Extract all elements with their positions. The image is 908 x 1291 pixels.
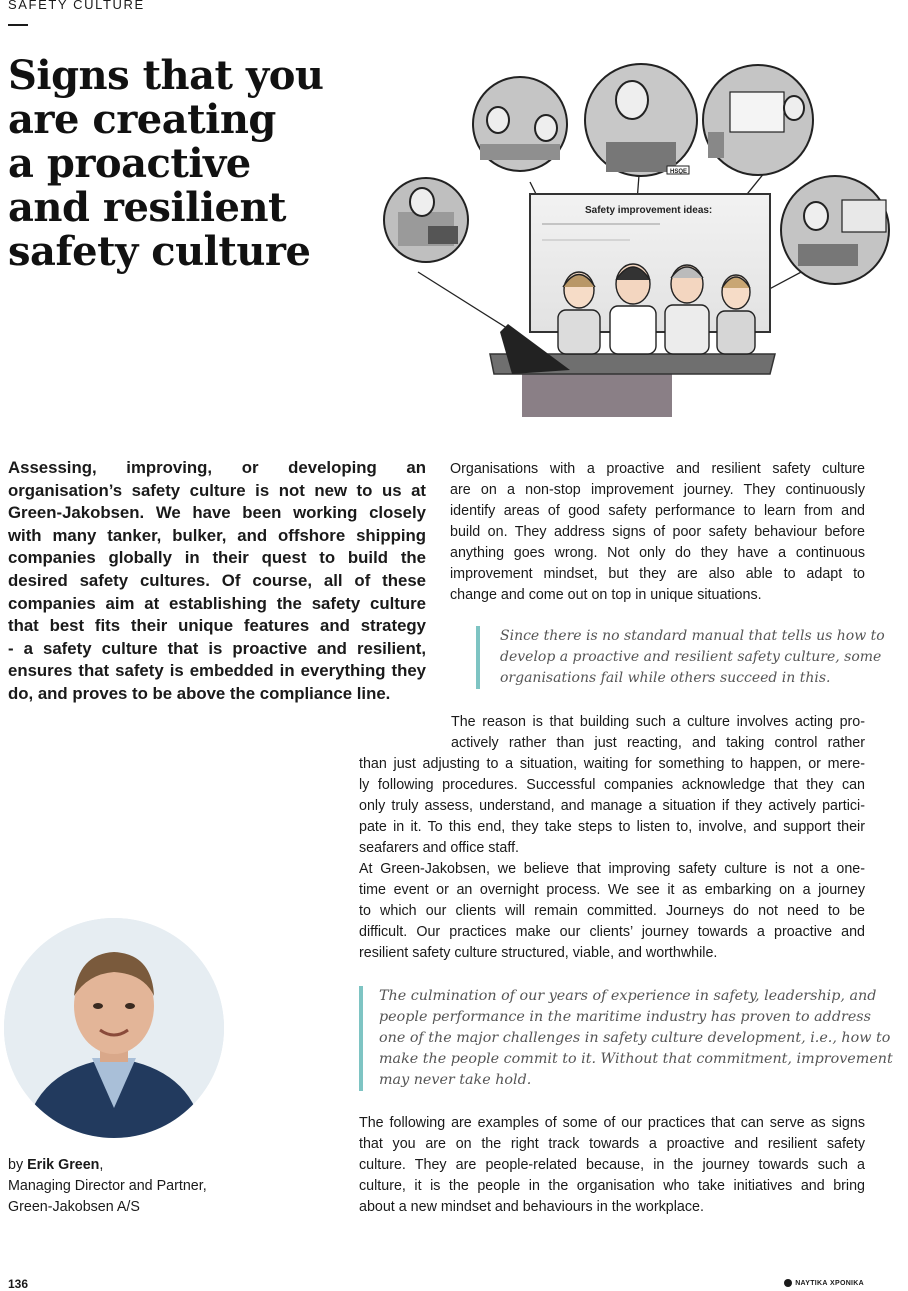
title-line: Signs that you: [8, 52, 324, 99]
author-portrait: [4, 918, 224, 1138]
pull-quote-1: [476, 626, 885, 689]
title-line: a proactive: [8, 140, 251, 187]
author-name-line: [8, 1155, 207, 1176]
safety-meeting-illustration: [370, 62, 900, 422]
body-line: anything goes wrong. Not only do they have a continuous: [450, 545, 865, 561]
body-line: actively rather than just reacting, and taking control rather: [451, 735, 865, 751]
intro-line: desired safety cultures. Of course, all of these: [8, 570, 426, 590]
body-line: resilient safety culture structured, viable, and worthwhile.: [359, 945, 718, 961]
body-line: Organisations with a proactive and resilient safety culture: [450, 461, 865, 477]
body-line: build on. They address signs of poor safety behaviour before: [450, 524, 865, 540]
author-role: Managing Director and Partner,: [8, 1178, 207, 1194]
title-line: safety culture: [8, 228, 311, 275]
page-number: 136: [8, 1277, 29, 1291]
publication-name: ΝΑΥΤΙΚΑ ΧΡΟΝΙΚΑ: [795, 1279, 864, 1287]
intro-line: - a safety culture that is proactive and resilient,: [8, 638, 426, 658]
body-line: ly following procedures. Successful companies acknowledge that they can: [359, 777, 865, 793]
section-divider: [8, 24, 28, 26]
body-line: to which our clients will remain committed. Journeys do not need to be: [359, 903, 865, 919]
title-line: are creating: [8, 96, 276, 143]
body-line: that you are on the right track towards a proactive and resilient safety: [359, 1136, 865, 1152]
body-line: difficult. Our practices make our clients’ journey towards a proactive and: [359, 924, 865, 940]
author-name-suffix: ,: [99, 1157, 104, 1173]
body-line: pate in it. To this end, they take steps to listen to, involve, and support their: [359, 819, 865, 835]
body-paragraph-2: [359, 712, 865, 964]
hsqe-sign: HSQE: [670, 169, 688, 175]
body-line: time event or an overnight process. We see it as embarking on a journey: [359, 882, 865, 898]
quote-line: make the people commit to it. Without that commitment, improvement: [379, 1051, 893, 1067]
body-line: are on a non-stop improvement journey. They continuously: [450, 482, 865, 498]
author-company: Green-Jakobsen A/S: [8, 1199, 140, 1215]
body-line: The following are examples of some of our practices that can serve as signs: [359, 1115, 865, 1131]
body-paragraph-3: [359, 1113, 865, 1218]
article-title: [8, 54, 368, 274]
title-line: and resilient: [8, 184, 287, 231]
body-line: about a new mindset and behaviours in the workplace.: [359, 1199, 704, 1215]
body-line: than just adjusting to a situation, waiting for something to happen, or mere-: [359, 756, 865, 772]
intro-line: do, and proves to be above the compliance line.: [8, 683, 391, 703]
intro-line: companies globally in their quest to build the: [8, 548, 426, 568]
intro-line: Green-Jakobsen. We have been working closely: [8, 503, 426, 523]
quote-line: Since there is no standard manual that tells us how to: [500, 628, 885, 644]
intro-line: companies aim at establishing the safety culture: [8, 593, 426, 613]
intro-line: Assessing, improving, or developing an: [8, 458, 426, 477]
quote-line: develop a proactive and resilient safety culture, some: [500, 649, 882, 665]
intro-line: ensures that safety is embedded in everything they: [8, 661, 426, 681]
body-line: culture, it is the people in the organisation who take initiatives and bring: [359, 1178, 865, 1194]
quote-line: one of the major challenges in safety culture development, i.e., how to: [379, 1030, 891, 1046]
body-line: identify areas of good safety performance to learn from and: [450, 503, 865, 519]
body-line: culture. They are people-related because, in the journey towards such a: [359, 1157, 865, 1173]
body-line: improvement mindset, but they are also able to adapt to: [450, 566, 865, 582]
author-byline: [8, 1155, 207, 1218]
intro-line: with many tanker, bulker, and offshore shipping: [8, 525, 426, 545]
body-line: change and come out on top in unique situations.: [450, 587, 762, 603]
quote-line: people performance in the maritime industry has proven to address: [379, 1009, 871, 1025]
intro-line: organisation’s safety culture is not new to us at: [8, 480, 426, 500]
body-line: seafarers and office staff.: [359, 840, 520, 856]
section-label: SAFETY CULTURE: [8, 0, 145, 12]
pull-quote-2: [359, 986, 893, 1091]
quote-line: The culmination of our years of experience in safety, leadership, and: [379, 988, 877, 1004]
author-prefix: by: [8, 1157, 24, 1173]
author-name: Erik Green: [27, 1157, 100, 1173]
intro-paragraph: [8, 457, 426, 706]
body-paragraph-1: [450, 459, 865, 606]
body-line: At Green-Jakobsen, we believe that improving safety culture is not a one-: [359, 861, 865, 877]
publication-brand: [784, 1279, 864, 1287]
body-line: only truly assess, understand, and manage a situation if they actively partici-: [359, 798, 865, 814]
quote-line: may never take hold.: [379, 1072, 532, 1088]
brand-logo-icon: [784, 1279, 792, 1287]
quote-line: organisations fail while others succeed in this.: [500, 670, 831, 686]
body-line: The reason is that building such a culture involves acting pro-: [451, 714, 865, 730]
intro-line: that best fits their unique features and strategy: [8, 616, 426, 636]
board-title: Safety improvement ideas:: [585, 205, 713, 216]
